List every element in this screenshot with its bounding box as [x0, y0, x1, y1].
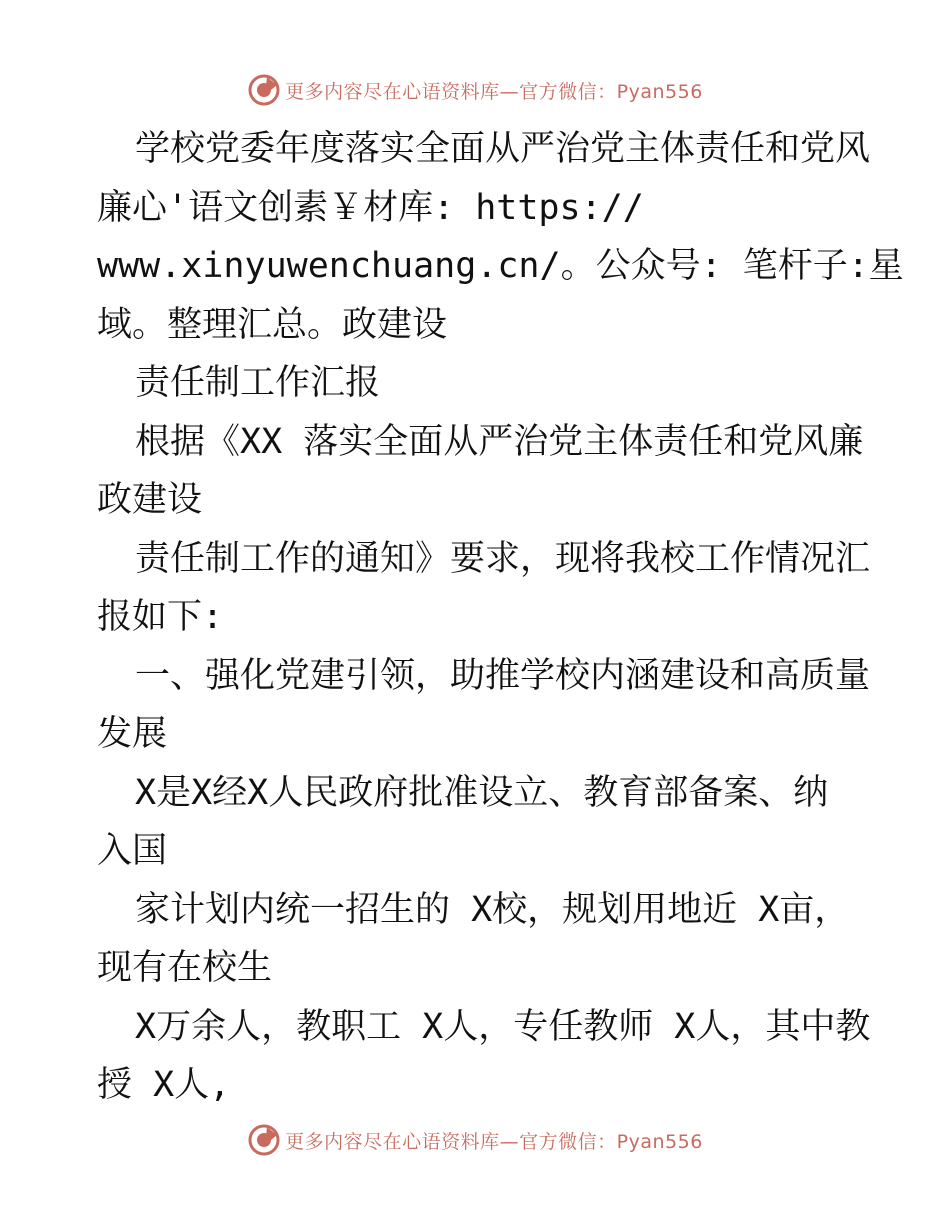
- text-line: 发展: [97, 714, 168, 754]
- banner-caption: 更多内容尽在心语资料库—官方微信：: [285, 1130, 617, 1153]
- text-line: 责任制工作的通知》要求，现将我校工作情况汇: [135, 538, 871, 579]
- text-line: X是X经X人民政府批准设立、教育部备案、纳: [135, 772, 829, 813]
- banner-caption: 更多内容尽在心语资料库—官方微信：: [285, 80, 617, 103]
- brush-logo-icon: [247, 1123, 281, 1157]
- text-line: X万余人，教职工 X人，专任教师 X人，其中教: [135, 1006, 871, 1047]
- text-line: 域。整理汇总。政建设: [97, 304, 448, 345]
- footer-banner: [0, 1120, 950, 1160]
- text-line: 学校党委年度落实全面从严治党主体责任和党风: [135, 129, 871, 169]
- header-banner: [0, 70, 950, 110]
- text-line: www.xinyuwenchuang.cn/。公众号: 笔杆子:星: [97, 246, 904, 286]
- text-line: 授 X人,: [97, 1065, 231, 1105]
- banner-text: [285, 77, 703, 104]
- text-line: 廉心'语文创素￥材库: https://: [97, 187, 644, 228]
- body-text: [97, 120, 904, 1115]
- text-line: 入国: [97, 831, 168, 871]
- text-line: 政建设: [97, 480, 203, 520]
- text-line: 一、强化党建引领，助推学校内涵建设和高质量: [135, 655, 871, 696]
- brush-logo-icon: [247, 73, 281, 107]
- banner-text: [285, 1127, 703, 1154]
- text-line: 根据《XX 落实全面从严治党主体责任和党风廉: [135, 421, 864, 462]
- text-line: 家计划内统一招生的 X校，规划用地近 X亩，: [135, 889, 850, 930]
- banner-wechat-id: Pyan556: [616, 1130, 703, 1153]
- banner-wechat-id: Pyan556: [616, 80, 703, 103]
- text-line: 现有在校生: [97, 948, 273, 988]
- text-line: 责任制工作汇报: [135, 363, 381, 403]
- text-line: 报如下:: [97, 597, 224, 637]
